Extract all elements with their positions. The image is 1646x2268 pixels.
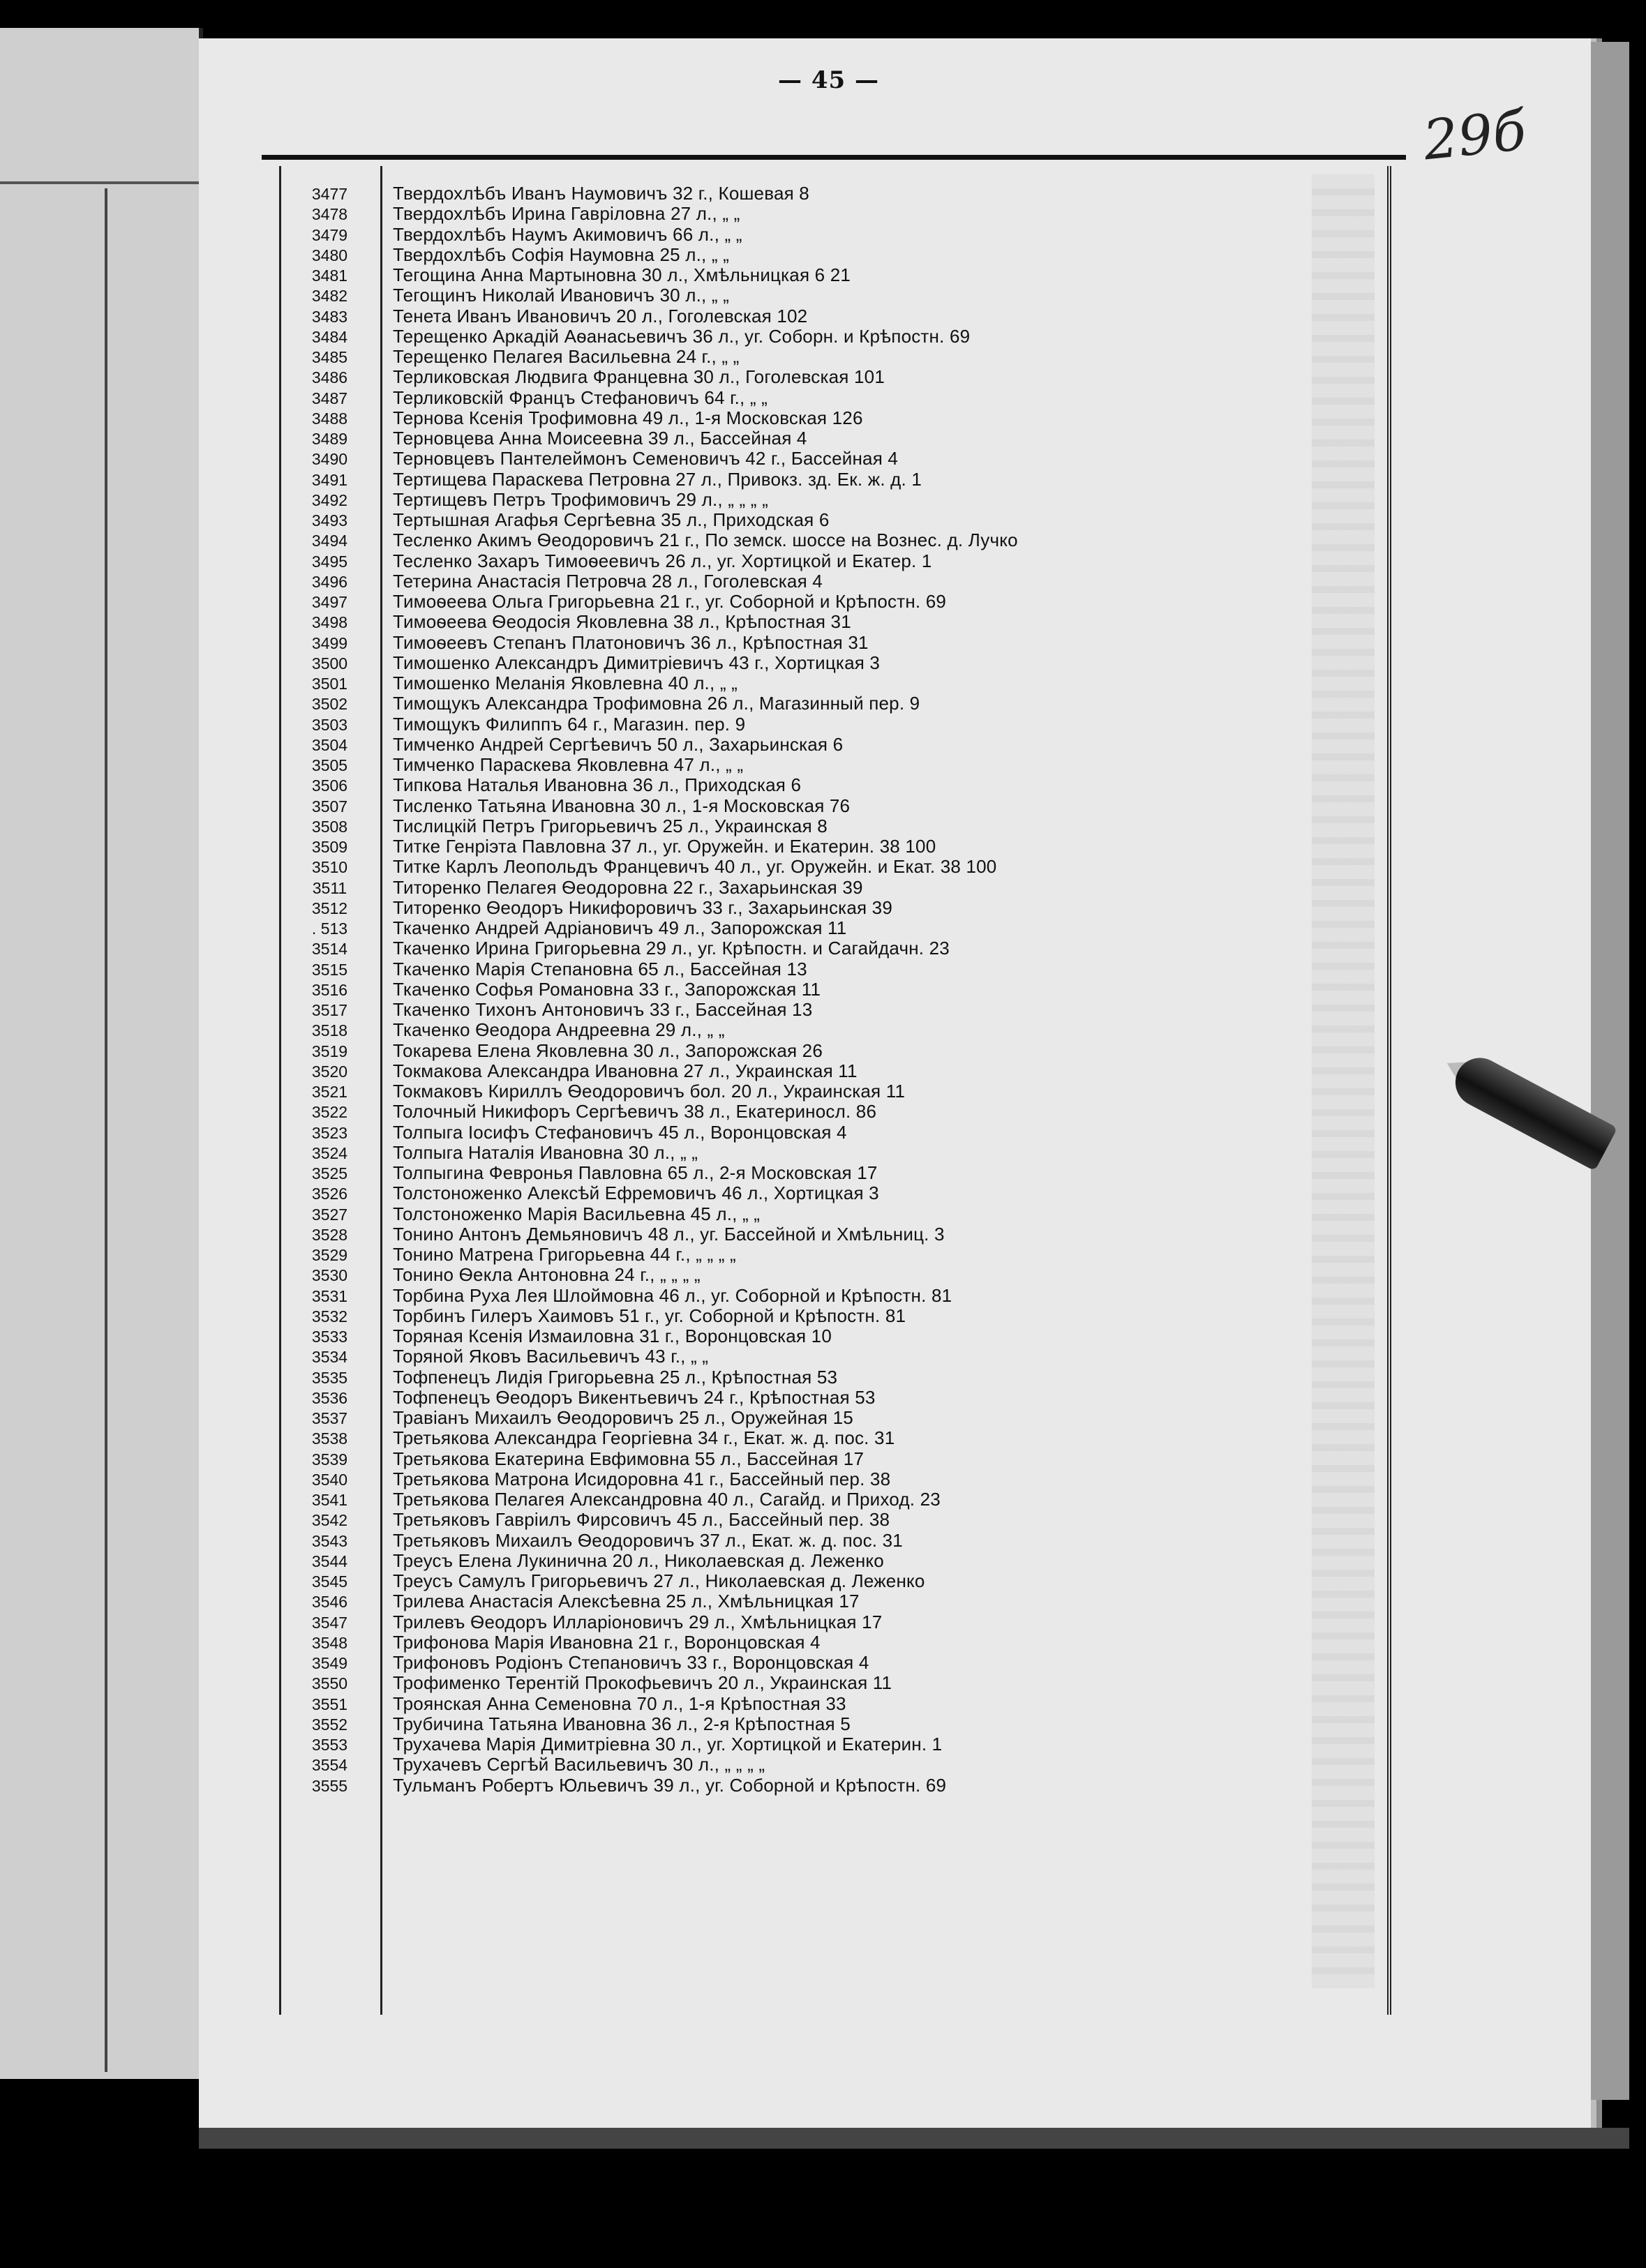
- entry-text: Токмаковъ Кириллъ Ѳеодоровичъ бол. 20 л., Украинская 11: [393, 1081, 906, 1102]
- register-entry: [279, 551, 1368, 571]
- entry-text: Тимоѳеева Ольга Григорьевна 21 г., уг. Соборной и Крѣпостн. 69: [393, 591, 947, 612]
- register-entry: [279, 1183, 1368, 1203]
- entry-text: Токмакова Александра Ивановна 27 л., Украинская 11: [393, 1060, 858, 1081]
- entry-number: 3496: [311, 572, 348, 591]
- entry-number: 3486: [311, 368, 348, 387]
- entry-number: 3498: [311, 613, 348, 632]
- entry-number: 3512: [311, 899, 348, 917]
- register-entry: [279, 1122, 1368, 1143]
- register-entry: [279, 530, 1368, 550]
- entry-number: 3554: [311, 1756, 348, 1775]
- entry-text: Толочный Никифоръ Сергѣевичъ 38 л., Екатериносл. 86: [393, 1101, 877, 1122]
- entry-text: Терновцева Анна Моисеевна 39 л., Бассейная 4: [393, 428, 807, 449]
- entry-text: Торяной Яковъ Васильевичъ 43 г., „ „: [393, 1346, 709, 1367]
- entry-text: Тернова Ксенія Трофимовна 49 л., 1-я Московская 126: [393, 407, 863, 428]
- entry-number: 3504: [311, 735, 348, 754]
- entry-number: 3528: [311, 1225, 348, 1244]
- register-entry: [279, 408, 1368, 428]
- entry-number: 3499: [311, 633, 348, 652]
- register-entry: [279, 225, 1368, 245]
- register-entry: [279, 347, 1368, 367]
- entry-number: 3488: [311, 409, 348, 428]
- register-entry: [279, 1020, 1368, 1040]
- entry-text: Твердохлѣбъ Иванъ Наумовичъ 32 г., Кошевая 8: [393, 183, 809, 204]
- entry-number: 3535: [311, 1368, 348, 1387]
- register-entry: [279, 1143, 1368, 1163]
- entry-text: Третьяковъ Гавріилъ Фирсовичъ 45 л., Бассейный пер. 38: [393, 1509, 890, 1531]
- entry-text: Трилева Анастасія Алексѣевна 25 л., Хмѣльницкая 17: [393, 1591, 860, 1612]
- entry-number: 3503: [311, 715, 348, 734]
- entry-text: Тонино Антонъ Демьяновичъ 48 л., уг. Бассейной и Хмѣльниц. 3: [393, 1223, 945, 1245]
- entry-number: 3479: [311, 225, 348, 244]
- entry-number: 3517: [311, 1001, 348, 1019]
- entry-number: 3536: [311, 1388, 348, 1407]
- entry-number: 3523: [311, 1123, 348, 1142]
- entry-number: 3529: [311, 1246, 348, 1264]
- entry-number: 3521: [311, 1083, 348, 1101]
- register-entry: [279, 388, 1368, 408]
- register-entry: [279, 510, 1368, 530]
- register-entry: [279, 470, 1368, 490]
- entry-text: Трухачевъ Сергѣй Васильевичъ 30 л., „ „ „ „: [393, 1754, 765, 1775]
- register-entry: [279, 1224, 1368, 1245]
- entry-number: 3548: [311, 1633, 348, 1652]
- entry-number: 3489: [311, 430, 348, 448]
- entry-text: Торяная Ксенія Измаиловна 31 г., Воронцовская 10: [393, 1325, 832, 1346]
- register-entry: [279, 1041, 1368, 1061]
- entry-text: Твердохлѣбъ Ирина Гаврiловна 27 л., „ „: [393, 203, 740, 225]
- left-page-column-line: [105, 188, 107, 2072]
- entry-text: Тертищева Параскева Петровна 27 л., Привокз. зд. Ек. ж. д. 1: [393, 468, 922, 490]
- entry-number: 3478: [311, 205, 348, 224]
- register-entry: [279, 306, 1368, 326]
- entry-text: Терещенко Пелагея Васильевна 24 г., „ „: [393, 346, 740, 367]
- entry-text: Титке Карлъ Леопольдъ Францевичъ 40 л., уг. Оружейн. и Екат. 38 100: [393, 856, 997, 878]
- entry-number: 3501: [311, 675, 348, 693]
- entry-text: Тесленко Захаръ Тимоѳеевичъ 26 л., уг. Хортицкой и Екатер. 1: [393, 550, 932, 571]
- register-entry: [279, 1571, 1368, 1591]
- entry-text: Ткаченко Ѳеодора Андреевна 29 л., „ „: [393, 1019, 725, 1041]
- register-entry: [279, 1612, 1368, 1632]
- entry-number: 3487: [311, 389, 348, 407]
- register-entry: [279, 1755, 1368, 1775]
- entry-text: Ткаченко Ирина Григорьевна 29 л., уг. Крѣпостн. и Сагайдачн. 23: [393, 938, 950, 959]
- left-page-rule: [0, 181, 199, 184]
- entry-number: 3518: [311, 1021, 348, 1040]
- register-entry: [279, 1102, 1368, 1122]
- entry-text: Титке Генріэта Павловна 37 л., уг. Оружейн. и Екатерин. 38 100: [393, 836, 936, 857]
- register-entry: [279, 245, 1368, 265]
- entry-number: 3534: [311, 1348, 348, 1367]
- entry-text: Тетерина Анастасія Петровча 28 л., Гоголевская 4: [393, 570, 823, 592]
- entry-text: Тимоѳеевъ Степанъ Платоновичъ 36 л., Крѣпостная 31: [393, 631, 869, 653]
- register-entry: [279, 183, 1368, 204]
- entry-text: Толпыгина Февронья Павловна 65 л., 2-я Московская 17: [393, 1162, 878, 1183]
- entry-number: 3544: [311, 1552, 348, 1570]
- register-entry: [279, 796, 1368, 816]
- entry-text: Третьякова Пелагея Александровна 40 л., Сагайд. и Приход. 23: [393, 1489, 941, 1510]
- register-entry: [279, 449, 1368, 469]
- register-entry: [279, 653, 1368, 673]
- entry-number: 3552: [311, 1715, 348, 1734]
- register-entry: [279, 755, 1368, 775]
- register-entry: [279, 1775, 1368, 1796]
- page-stack-edge: [1591, 42, 1629, 2100]
- entry-text: Твердохлѣбъ Софія Наумовна 25 л., „ „: [393, 243, 730, 265]
- entry-text: Терликовская Людвига Францевна 30 л., Гоголевская 101: [393, 366, 885, 388]
- entry-text: Тимощукъ Филиппъ 64 г., Магазин. пер. 9: [393, 713, 746, 735]
- entry-text: Тонино Ѳекла Антоновна 24 г., „ „ „ „: [393, 1264, 701, 1286]
- entry-text: Тонино Матрена Григорьевна 44 г., „ „ „ „: [393, 1244, 736, 1265]
- register-entry: [279, 1510, 1368, 1530]
- entry-number: . 513: [311, 919, 348, 938]
- entry-text: Ткаченко Андрей Адріановичъ 49 л., Запорожская 11: [393, 917, 847, 938]
- register-entry: [279, 612, 1368, 632]
- entry-text: Тегощина Анна Мартыновна 30 л., Хмѣльницкая 6 21: [393, 264, 851, 285]
- register-entry: [279, 1081, 1368, 1102]
- register-entry: [279, 1714, 1368, 1734]
- entry-text: Третьяковъ Михаилъ Ѳеодоровичъ 37 л., Екат. ж. д. пос. 31: [393, 1529, 903, 1551]
- entry-number: 3491: [311, 470, 348, 489]
- entry-number: 3538: [311, 1429, 348, 1448]
- entry-number: 3549: [311, 1654, 348, 1672]
- entry-number: 3530: [311, 1266, 348, 1285]
- entry-number: 3492: [311, 490, 348, 509]
- entry-text: Толпыга Іосифъ Стефановичъ 45 л., Воронцовская 4: [393, 1121, 847, 1143]
- entry-number: 3531: [311, 1286, 348, 1305]
- register-entry: [279, 1591, 1368, 1612]
- register-entry: [279, 367, 1368, 387]
- entry-number: 3543: [311, 1531, 348, 1550]
- register-entry: [279, 1204, 1368, 1224]
- entry-number: 3494: [311, 532, 348, 550]
- page-bottom-shadow: [199, 2128, 1629, 2149]
- entry-text: Тимошенко Александръ Димитріевичъ 43 г., Хортицкая 3: [393, 652, 881, 673]
- register-entry: [279, 1673, 1368, 1693]
- entry-text: Терликовскій Францъ Стефановичъ 64 г., „ „: [393, 386, 768, 408]
- register-entry: [279, 836, 1368, 857]
- entry-text: Титоренко Пелагея Ѳеодоровна 22 г., Захарьинская 39: [393, 876, 863, 898]
- entry-number: 3484: [311, 327, 348, 346]
- entry-number: 3490: [311, 450, 348, 469]
- entry-text: Тофпенецъ Ѳеодоръ Викентьевичъ 24 г., Крѣпостная 53: [393, 1386, 876, 1408]
- page-number: — 45 —: [778, 66, 879, 94]
- entry-text: Торбинъ Гилеръ Хаимовъ 51 г., уг. Соборной и Крѣпостн. 81: [393, 1305, 906, 1326]
- entry-text: Титоренко Ѳеодоръ Никифоровичъ 33 г., Захарьинская 39: [393, 896, 893, 918]
- entry-text: Тертышная Агафья Сергѣевна 35 л., Приходская 6: [393, 509, 830, 530]
- register-entry: [279, 571, 1368, 592]
- entry-number: 3545: [311, 1572, 348, 1591]
- entry-text: Токарева Елена Яковлевна 30 л., Запорожская 26: [393, 1039, 823, 1061]
- entry-number: 3502: [311, 695, 348, 714]
- entry-number: 3477: [311, 185, 348, 203]
- entry-number: 3551: [311, 1695, 348, 1713]
- register-entry: [279, 1653, 1368, 1673]
- entry-number: 3483: [311, 307, 348, 326]
- register-entry: [279, 1306, 1368, 1326]
- entry-number: 3524: [311, 1143, 348, 1162]
- entry-text: Твердохлѣбъ Наумъ Акимовичъ 66 л., „ „: [393, 223, 742, 245]
- register-entry: [279, 1408, 1368, 1428]
- entry-text: Трофименко Терентій Прокофьевичъ 20 л., Украинская 11: [393, 1672, 892, 1694]
- entry-text: Ткаченко Софья Романовна 33 г., Запорожская 11: [393, 978, 821, 1000]
- entry-text: Тертищевъ Петръ Трофимовичъ 29 л., „ „ „ „: [393, 488, 768, 510]
- register-entry: [279, 878, 1368, 898]
- entry-number: 3506: [311, 776, 348, 795]
- register-entry: [279, 265, 1368, 285]
- entry-text: Тегощинъ Николай Ивановичъ 30 л., „ „: [393, 285, 730, 306]
- register-entry: [279, 490, 1368, 510]
- entry-number: 3497: [311, 593, 348, 611]
- entry-text: Тульманъ Робертъ Юльевичъ 39 л., уг. Соборной и Крѣпостн. 69: [393, 1774, 947, 1796]
- register-entry: [279, 1286, 1368, 1306]
- register-entry: [279, 1632, 1368, 1653]
- register-entry: [279, 1469, 1368, 1489]
- entry-text: Тимощукъ Александра Трофимовна 26 л., Магазинный пер. 9: [393, 693, 920, 714]
- register-entry: [279, 1326, 1368, 1346]
- entry-text: Тимошенко Меланія Яковлевна 40 л., „ „: [393, 673, 738, 693]
- entry-text: Трифоновъ Родіонъ Степановичъ 33 г., Воронцовская 4: [393, 1652, 869, 1673]
- entry-text: Треусъ Самулъ Григорьевичъ 27 л., Николаевская д. Леженко: [393, 1570, 925, 1591]
- entry-number: 3542: [311, 1511, 348, 1530]
- entry-number: 3508: [311, 817, 348, 836]
- register-entry: [279, 1000, 1368, 1020]
- entry-number: 3481: [311, 266, 348, 285]
- entry-number: 3495: [311, 552, 348, 571]
- register-entry: [279, 1245, 1368, 1265]
- entry-text: Третьякова Александра Георгіевна 34 г., Екат. ж. д. пос. 31: [393, 1427, 895, 1449]
- register-entry: [279, 1531, 1368, 1551]
- register-entry: [279, 735, 1368, 755]
- entry-text: Тисленко Татьяна Ивановна 30 л., 1-я Московская 76: [393, 795, 851, 816]
- entry-text: Третьякова Матрона Исидоровна 41 г., Бассейный пер. 38: [393, 1468, 891, 1489]
- left-page-edge: [0, 28, 203, 2079]
- entry-text: Тофпенецъ Лидія Григорьевна 25 л., Крѣпостная 53: [393, 1366, 838, 1388]
- entry-number: 3532: [311, 1307, 348, 1325]
- register-entry: [279, 1694, 1368, 1714]
- handwritten-page-note: 29б: [1420, 99, 1529, 173]
- entry-text: Толстоноженко Алексѣй Ефремовичъ 46 л., Хортицкая 3: [393, 1182, 879, 1204]
- entry-text: Тесленко Акимъ Ѳеодоровичъ 21 г., По земск. шоссе на Вознес. д. Лучко: [393, 530, 1018, 551]
- register-entry: [279, 775, 1368, 795]
- register-entry: [279, 633, 1368, 653]
- entry-number: 3555: [311, 1776, 348, 1795]
- register-entry: [279, 1551, 1368, 1571]
- entry-text: Троянская Анна Семеновна 70 л., 1-я Крѣпостная 33: [393, 1692, 846, 1714]
- register-entry: [279, 204, 1368, 224]
- register-entry: [279, 1163, 1368, 1183]
- entry-text: Трифонова Марія Ивановна 21 г., Воронцовская 4: [393, 1631, 821, 1653]
- register-entry: [279, 1388, 1368, 1408]
- entry-text: Толстоноженко Марія Васильевна 45 л., „ „: [393, 1203, 761, 1224]
- entry-number: 3520: [311, 1062, 348, 1081]
- entry-number: 3516: [311, 980, 348, 999]
- register-list: [279, 183, 1368, 1796]
- register-entry: [279, 959, 1368, 979]
- register-entry: [279, 1428, 1368, 1448]
- register-entry: [279, 428, 1368, 449]
- register-entry: [279, 714, 1368, 735]
- register-entry: [279, 938, 1368, 959]
- entry-text: Терновцевъ Пантелеймонъ Семеновичъ 42 г., Бассейная 4: [393, 448, 899, 470]
- entry-number: 3550: [311, 1674, 348, 1693]
- header-rule: [262, 155, 1406, 160]
- entry-number: 3515: [311, 960, 348, 979]
- entry-text: Типкова Наталья Ивановна 36 л., Приходская 6: [393, 774, 802, 796]
- entry-number: 3509: [311, 838, 348, 856]
- register-entry: [279, 1265, 1368, 1285]
- entry-number: 3547: [311, 1613, 348, 1632]
- entry-number: 3525: [311, 1164, 348, 1182]
- entry-number: 3482: [311, 287, 348, 306]
- entry-number: 3519: [311, 1042, 348, 1060]
- register-entry: [279, 592, 1368, 612]
- register-entry: [279, 918, 1368, 938]
- entry-number: 3553: [311, 1736, 348, 1754]
- entry-number: 3522: [311, 1103, 348, 1122]
- register-entry: [279, 673, 1368, 693]
- register-entry: [279, 1489, 1368, 1510]
- entry-text: Тимоѳеева Ѳеодосія Яковлевна 38 л., Крѣпостная 31: [393, 611, 851, 633]
- register-entry: [279, 1061, 1368, 1081]
- entry-text: Терещенко Аркадій Аѳанасьевичъ 36 л., уг. Соборн. и Крѣпостн. 69: [393, 325, 971, 347]
- entry-number: 3493: [311, 511, 348, 530]
- entry-number: 3539: [311, 1450, 348, 1469]
- entry-text: Трубичина Татьяна Ивановна 36 л., 2-я Крѣпостная 5: [393, 1713, 851, 1734]
- register-entry: [279, 1346, 1368, 1367]
- entry-number: 3511: [312, 878, 347, 897]
- entry-text: Трухачева Марія Димитріевна 30 л., уг. Хортицкой и Екатерин. 1: [393, 1734, 943, 1755]
- entry-text: Торбина Руха Лея Шлоймовна 46 л., уг. Соборной и Крѣпостн. 81: [393, 1284, 952, 1306]
- entry-number: 3485: [311, 348, 348, 366]
- entry-number: 3540: [311, 1470, 348, 1489]
- entry-number: 3537: [311, 1409, 348, 1427]
- register-entry: [279, 898, 1368, 918]
- entry-text: Тенета Иванъ Ивановичъ 20 л., Гоголевская 102: [393, 305, 808, 326]
- register-entry: [279, 857, 1368, 877]
- entry-number: 3541: [311, 1491, 348, 1509]
- register-entry: [279, 693, 1368, 714]
- entry-number: 3500: [311, 654, 348, 673]
- entry-text: Ткаченко Тихонъ Антоновичъ 33 г., Бассейная 13: [393, 999, 813, 1020]
- register-entry: [279, 979, 1368, 1000]
- entry-number: 3546: [311, 1593, 348, 1612]
- entry-text: Ткаченко Марія Степановна 65 л., Бассейная 13: [393, 958, 807, 979]
- entry-text: Тимченко Параскева Яковлевна 47 л., „ „: [393, 754, 744, 775]
- register-entry: [279, 1449, 1368, 1469]
- entry-text: Тимченко Андрей Сергѣевичъ 50 л., Захарьинская 6: [393, 733, 844, 755]
- entry-text: Трилевъ Ѳеодоръ Илларіоновичъ 29 л., Хмѣльницкая 17: [393, 1611, 883, 1632]
- entry-text: Третьякова Екатерина Евфимовна 55 л., Бассейная 17: [393, 1448, 865, 1469]
- entry-text: Травіанъ Михаилъ Ѳеодоровичъ 25 л., Оружейная 15: [393, 1407, 853, 1428]
- entry-text: Толпыга Наталія Ивановна 30 л., „ „: [393, 1141, 698, 1163]
- entry-number: 3527: [311, 1205, 348, 1224]
- register-entry: [279, 1734, 1368, 1755]
- entry-text: Треусъ Елена Лукинична 20 л., Николаевская д. Леженко: [393, 1549, 884, 1571]
- entry-number: 3510: [311, 858, 348, 877]
- register-entry: [279, 816, 1368, 836]
- register-entry: [279, 326, 1368, 347]
- entry-number: 3480: [311, 246, 348, 264]
- entry-number: 3507: [311, 797, 348, 816]
- entry-number: 3514: [311, 940, 348, 959]
- register-entry: [279, 285, 1368, 306]
- entry-number: 3533: [311, 1328, 348, 1346]
- entry-number: 3505: [311, 756, 348, 774]
- entry-text: Тислицкій Петръ Григорьевичъ 25 л., Украинская 8: [393, 815, 828, 836]
- register-entry: [279, 1367, 1368, 1388]
- entry-number: 3526: [311, 1185, 348, 1203]
